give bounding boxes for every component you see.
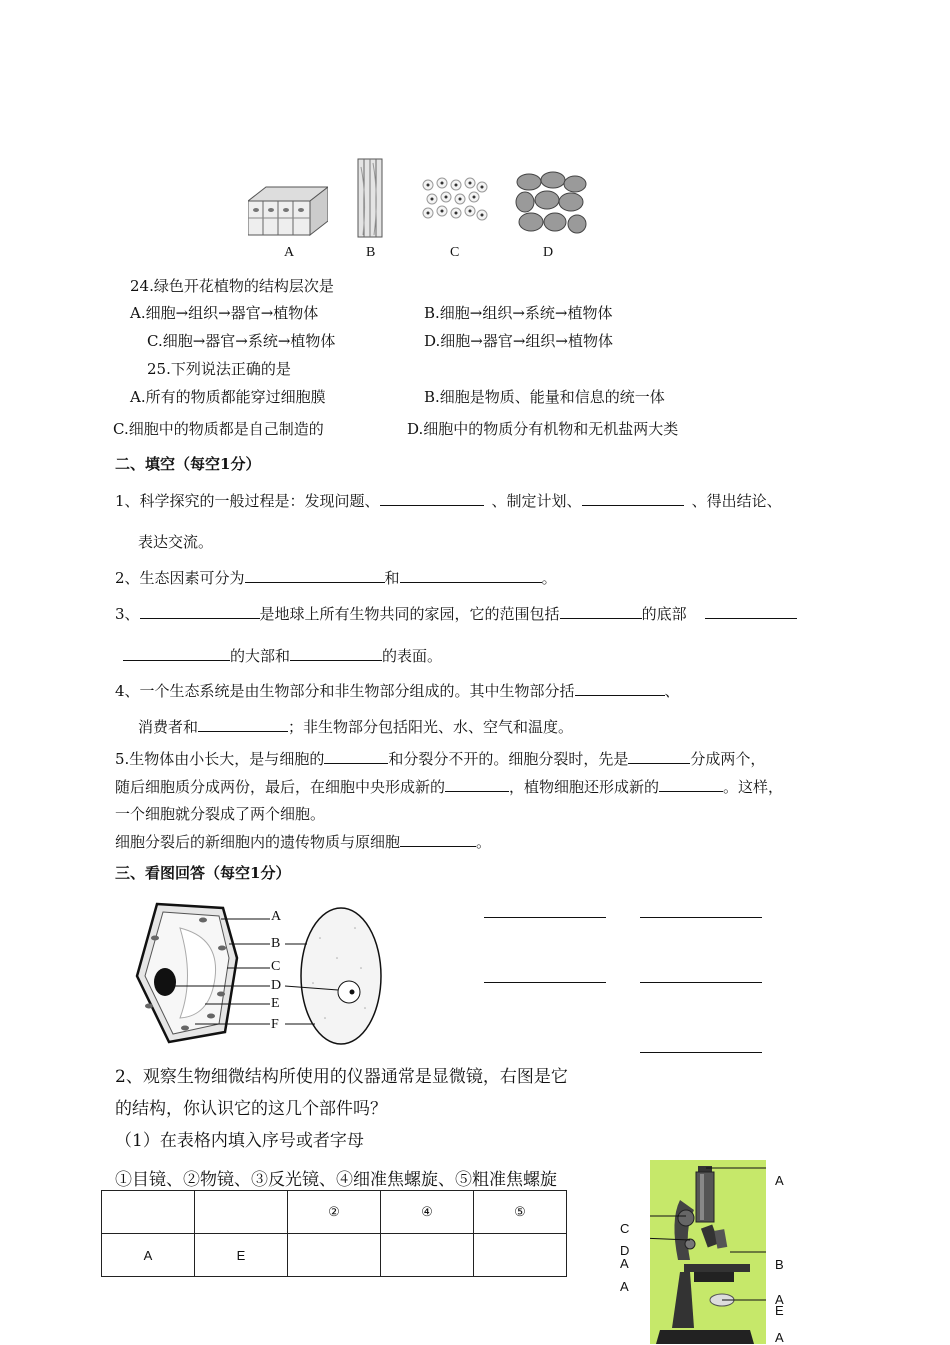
s2-q1-text-d: 表达交流。 — [138, 533, 214, 551]
table-cell[interactable] — [195, 1191, 288, 1234]
tissue-label-a: A — [284, 245, 295, 260]
s2-q4-blank2[interactable] — [198, 730, 288, 732]
table-cell[interactable]: ② — [288, 1191, 381, 1234]
microscope-label-e: E — [775, 1303, 784, 1318]
s2-q5-line3: 一个细胞就分裂成了两个细胞。 — [115, 805, 326, 823]
s3-q2-line1: 2、观察生物细微结构所使用的仪器通常是显微镜，右图是它 — [115, 1067, 568, 1087]
s2-q5-blank3[interactable] — [445, 790, 509, 792]
cell-label-f: F — [271, 1017, 279, 1032]
answer-line-3[interactable] — [484, 982, 606, 983]
microscope-label-right-a2: A — [775, 1330, 784, 1345]
s3-q2-line3: （1）在表格内填入序号或者字母 — [115, 1131, 364, 1151]
table-row — [102, 1234, 567, 1277]
s2-q5-l2a: 随后细胞质分成两份，最后，在细胞中央形成新的 — [115, 778, 446, 796]
table-cell[interactable] — [381, 1234, 474, 1277]
s2-q5-blank1[interactable] — [324, 762, 388, 764]
q25-stem: 25.下列说法正确的是 — [147, 360, 291, 378]
s2-q4-line1 — [115, 680, 680, 701]
table-cell[interactable] — [288, 1234, 381, 1277]
answer-line-4[interactable] — [640, 982, 762, 983]
microscope-label-d: D — [620, 1243, 630, 1258]
tissue-label-b: B — [366, 245, 376, 260]
s2-q4-text-a: 4、一个生态系统是由生物部分和非生物部分组成的。其中生物部分括 — [115, 682, 575, 700]
s2-q5-l2c: 。这样， — [723, 778, 784, 796]
s2-q5-l1c: 分成两个， — [690, 750, 766, 768]
s2-q5-l2b: ，植物细胞还形成新的 — [509, 778, 660, 796]
q24-option-c: C.细胞→器官→系统→植物体 — [147, 332, 336, 350]
microscope-label-c: C — [620, 1221, 630, 1236]
q25-option-a: A.所有的物质都能穿过细胞膜 — [130, 388, 326, 406]
s2-q3-text-e: 的表面。 — [382, 647, 443, 665]
answer-line-1[interactable] — [484, 917, 606, 918]
cell-label-b: B — [271, 936, 281, 951]
table-row — [102, 1191, 567, 1234]
q24-option-b: B.细胞→组织→系统→植物体 — [424, 304, 613, 322]
s2-q3-blank4[interactable] — [123, 659, 230, 661]
tissue-b-image — [355, 157, 385, 239]
microscope-label-top-right: A — [775, 1173, 784, 1188]
s2-q5-line2 — [115, 776, 783, 797]
s2-q4-text-c: 消费者和 — [138, 718, 199, 736]
cell-label-d: D — [271, 978, 282, 993]
s2-q3-blank2[interactable] — [560, 617, 642, 619]
s2-q5-line4 — [115, 831, 491, 852]
s2-q5-l1b: 和分裂分不开的。细胞分裂时，先是 — [388, 750, 629, 768]
section3-title: 三、看图回答（每空1分） — [115, 864, 291, 882]
s2-q2-blank2[interactable] — [400, 581, 542, 583]
s2-q1-blank1[interactable] — [380, 504, 484, 506]
s2-q4-line2 — [138, 716, 573, 737]
s2-q1-blank2[interactable] — [582, 504, 684, 506]
tissue-c-image — [420, 177, 490, 227]
s2-q4-text-b: 、 — [664, 682, 680, 700]
s2-q1-line1 — [115, 490, 782, 511]
s2-q1-text-b: 、制定计划、 — [491, 492, 582, 510]
s2-q3-text-a: 3、 — [115, 605, 140, 623]
s2-q2-text-c: 。 — [541, 569, 557, 587]
s2-q1-text-c: 、得出结论、 — [691, 492, 782, 510]
s2-q3-text-d: 的大部和 — [230, 647, 291, 665]
s2-q2-blank1[interactable] — [245, 581, 385, 583]
q24-stem: 24.绿色开花植物的结构层次是 — [130, 277, 334, 295]
tissue-figure — [240, 155, 600, 265]
cell-label-c: C — [271, 959, 281, 974]
s2-q3-line2 — [123, 645, 442, 666]
s2-q2-text-b: 和 — [384, 569, 400, 587]
microscope-label-left-a1: A — [620, 1256, 629, 1271]
s2-q5-blank5[interactable] — [400, 845, 476, 847]
s2-q5-l4b: 。 — [476, 833, 492, 851]
answer-table — [101, 1190, 567, 1277]
table-cell[interactable]: ④ — [381, 1191, 474, 1234]
cell-label-a: A — [271, 909, 282, 924]
microscope-image — [650, 1160, 766, 1344]
table-cell[interactable]: ⑤ — [474, 1191, 567, 1234]
cell-label-e: E — [271, 996, 280, 1011]
tissue-a-image — [248, 183, 328, 238]
cell-diagram — [125, 898, 395, 1048]
q25-option-d: D.细胞中的物质分有机物和无机盐两大类 — [407, 420, 679, 438]
s2-q3-text-b: 是地球上所有生物共同的家园，它的范围包括 — [259, 605, 560, 623]
s3-q2-line2: 的结构，你认识它的这几个部件吗？ — [115, 1099, 387, 1119]
answer-line-2[interactable] — [640, 917, 762, 918]
q24-option-a: A.细胞→组织→器官→植物体 — [130, 304, 319, 322]
s2-q2-line — [115, 567, 557, 588]
q25-option-b: B.细胞是物质、能量和信息的统一体 — [424, 388, 665, 406]
microscope-label-left-a2: A — [620, 1279, 629, 1294]
s2-q5-blank2[interactable] — [628, 762, 690, 764]
tissue-d-image — [515, 170, 587, 238]
s2-q4-blank1[interactable] — [575, 694, 665, 696]
s3-q2-line4: ①目镜、②物镜、③反光镜、④细准焦螺旋、⑤粗准焦螺旋 — [115, 1170, 557, 1190]
s2-q5-blank4[interactable] — [659, 790, 723, 792]
q25-option-c: C.细胞中的物质都是自己制造的 — [113, 420, 324, 438]
s2-q5-l4a: 细胞分裂后的新细胞内的遗传物质与原细胞 — [115, 833, 401, 851]
table-cell[interactable]: E — [195, 1234, 288, 1277]
s2-q1-text-a: 1、科学探究的一般过程是：发现问题、 — [115, 492, 380, 510]
s2-q3-blank5[interactable] — [290, 659, 382, 661]
s2-q2-text-a: 2、生态因素可分为 — [115, 569, 245, 587]
s2-q5-l1a: 5.生物体由小长大，是与细胞的 — [115, 750, 325, 768]
section2-title: 二、填空（每空1分） — [115, 455, 261, 473]
tissue-label-d: D — [543, 245, 554, 260]
table-cell[interactable] — [102, 1191, 195, 1234]
s2-q3-blank3[interactable] — [705, 617, 797, 619]
s2-q3-text-c: 的底部 — [641, 605, 687, 623]
s2-q5-line1 — [115, 748, 765, 769]
tissue-label-c: C — [450, 245, 460, 260]
answer-line-5[interactable] — [640, 1052, 762, 1053]
s2-q3-line1 — [115, 603, 797, 624]
s2-q3-blank1[interactable] — [140, 617, 260, 619]
table-cell[interactable] — [474, 1234, 567, 1277]
table-cell[interactable]: A — [102, 1234, 195, 1277]
q24-option-d: D.细胞→器官→组织→植物体 — [424, 332, 613, 350]
s2-q4-text-d: ；非生物部分包括阳光、水、空气和温度。 — [288, 718, 574, 736]
microscope-label-right-a: A — [775, 1292, 784, 1307]
microscope-label-b: B — [775, 1257, 784, 1272]
